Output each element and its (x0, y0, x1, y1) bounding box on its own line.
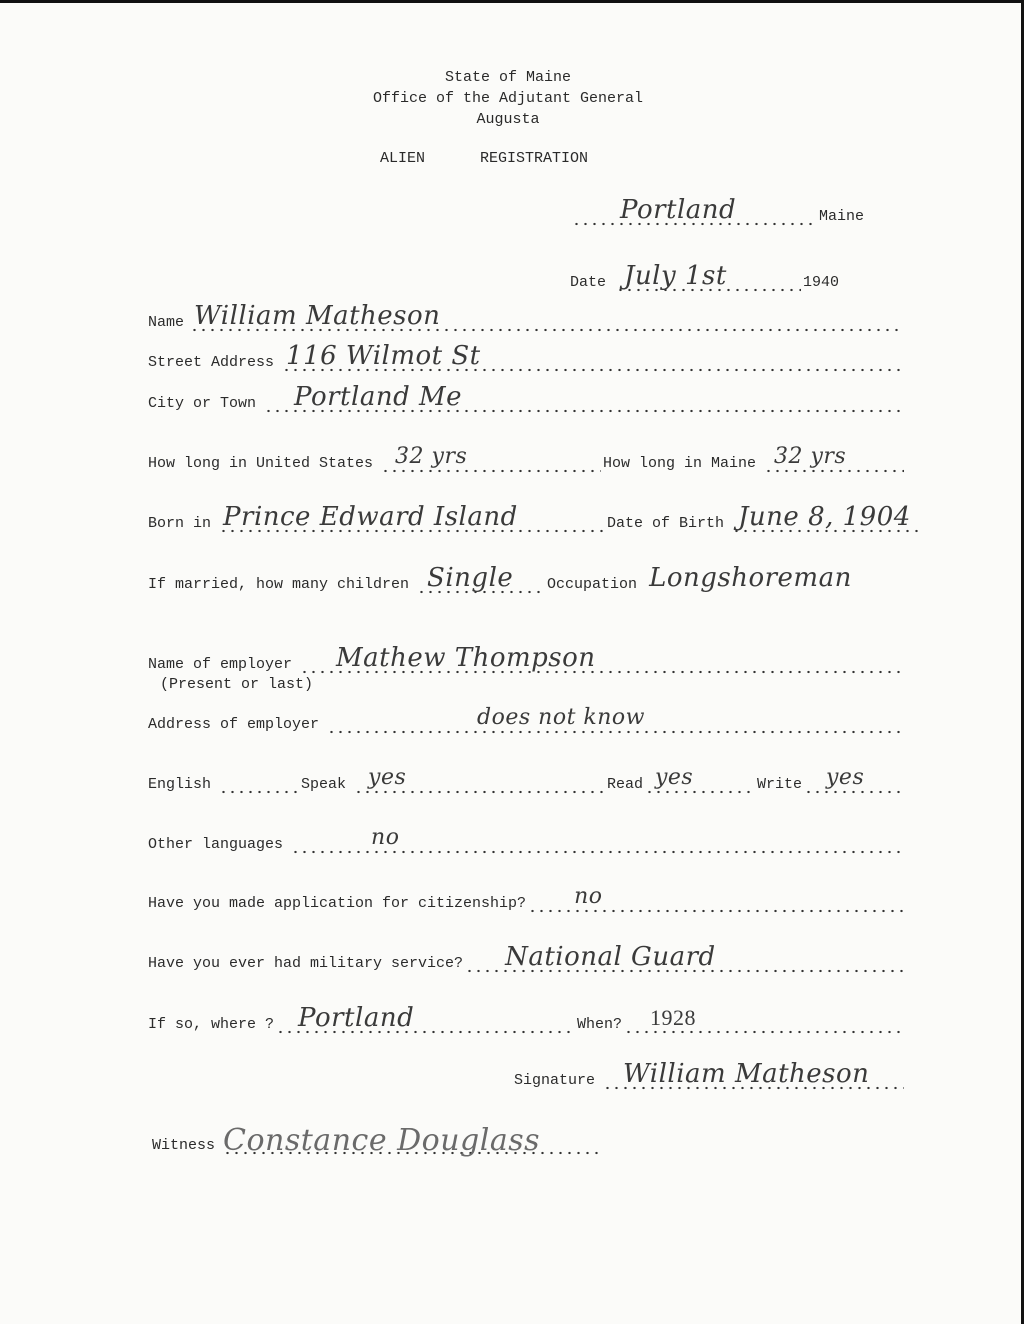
other-languages-value: no (371, 825, 400, 850)
employer-value: Mathew Thompson (336, 643, 596, 673)
name-row (148, 302, 906, 332)
citizenship-value: no (574, 884, 603, 909)
signature-field (603, 1060, 904, 1090)
employer-field (300, 644, 904, 674)
street-label: Street Address (148, 354, 275, 371)
date-row (570, 262, 839, 292)
military-value: National Guard (505, 942, 716, 972)
read-value: yes (654, 765, 694, 790)
when-field (624, 1004, 904, 1034)
city-row (148, 383, 906, 413)
witness-row (152, 1123, 604, 1158)
employer-address-label: Address of employer (148, 716, 320, 733)
place-field (572, 196, 817, 226)
married-field (417, 564, 545, 594)
employer-address-field (327, 704, 904, 734)
citizenship-field (528, 883, 904, 913)
english-row (148, 764, 906, 794)
us-duration-value: 32 yrs (395, 444, 468, 469)
heading-alien: ALIEN (380, 150, 426, 167)
place-suffix: Maine (818, 208, 864, 225)
birth-row (148, 503, 924, 533)
citizenship-label: Have you made application for citizenship? (148, 895, 527, 912)
date-field (616, 262, 801, 292)
dob-label: Date of Birth (606, 515, 724, 532)
street-field (282, 342, 904, 372)
read-label: Read (606, 776, 643, 793)
born-field (219, 503, 605, 533)
other-languages-label: Other languages (148, 836, 284, 853)
maine-duration-label: How long in Maine (602, 455, 756, 472)
us-duration-field (381, 443, 601, 473)
married-value: Single (427, 563, 514, 593)
english-label: English (148, 776, 212, 793)
born-label: Born in (148, 515, 212, 532)
header-office: Office of the Adjutant General (372, 90, 644, 107)
place-row (570, 196, 864, 226)
name-field (190, 302, 904, 332)
us-duration-label: How long in United States (148, 455, 374, 472)
city-field (264, 383, 904, 413)
married-label: If married, how many children (148, 576, 410, 593)
read-field (645, 764, 755, 794)
signature-label: Signature (514, 1072, 596, 1089)
born-value: Prince Edward Island (223, 502, 518, 532)
employer-label: Name of employer (148, 656, 293, 673)
employer-address-value: does not know (477, 705, 645, 730)
where-label: If so, where ? (148, 1016, 275, 1033)
witness-label: Witness (152, 1137, 216, 1154)
date-value: July 1st (624, 261, 727, 291)
employer-row (148, 644, 906, 674)
military-field (465, 943, 904, 973)
service-place-row (148, 1004, 906, 1034)
occupation-value: Longshoreman (649, 563, 852, 593)
city-value: Portland Me (294, 382, 462, 412)
duration-row (148, 443, 906, 473)
other-languages-field (291, 824, 904, 854)
signature-value: William Matheson (623, 1059, 870, 1089)
name-label: Name (148, 314, 185, 331)
witness-field (223, 1123, 602, 1158)
street-row (148, 342, 906, 372)
street-value: 116 Wilmot St (286, 341, 481, 371)
maine-duration-value: 32 yrs (774, 444, 847, 469)
occupation-label: Occupation (547, 576, 638, 593)
citizenship-row (148, 883, 906, 913)
family-row (148, 564, 934, 594)
other-languages-row (148, 824, 906, 854)
write-field (804, 764, 904, 794)
header-city: Augusta (476, 111, 540, 128)
employer-address-row (148, 704, 906, 734)
dob-value: June 8, 1904 (738, 502, 911, 532)
where-value: Portland (298, 1003, 415, 1033)
write-value: yes (826, 765, 865, 790)
english-filler (219, 764, 299, 794)
dob-field (732, 503, 922, 533)
speak-field (354, 764, 605, 794)
military-row (148, 943, 906, 973)
header-state: State of Maine (444, 69, 572, 86)
city-label: City or Town (148, 395, 257, 412)
date-year: 1940 (802, 274, 839, 291)
employer-sublabel: (Present or last) (160, 676, 314, 693)
write-label: Write (756, 776, 802, 793)
witness-value: Constance Douglass (223, 1123, 541, 1158)
speak-label: Speak (301, 776, 347, 793)
signature-row (514, 1060, 906, 1090)
heading-registration: REGISTRATION (480, 150, 589, 167)
speak-value: yes (368, 765, 407, 790)
scan-border-top (0, 0, 1024, 3)
military-label: Have you ever had military service? (148, 955, 464, 972)
when-value: 1928 (650, 1005, 696, 1030)
maine-duration-field (764, 443, 904, 473)
date-label: Date (570, 274, 607, 291)
name-value: William Matheson (194, 301, 441, 331)
when-label: When? (576, 1016, 622, 1033)
place-value: Portland (620, 195, 737, 225)
occupation-field (649, 564, 932, 594)
where-field (276, 1004, 575, 1034)
